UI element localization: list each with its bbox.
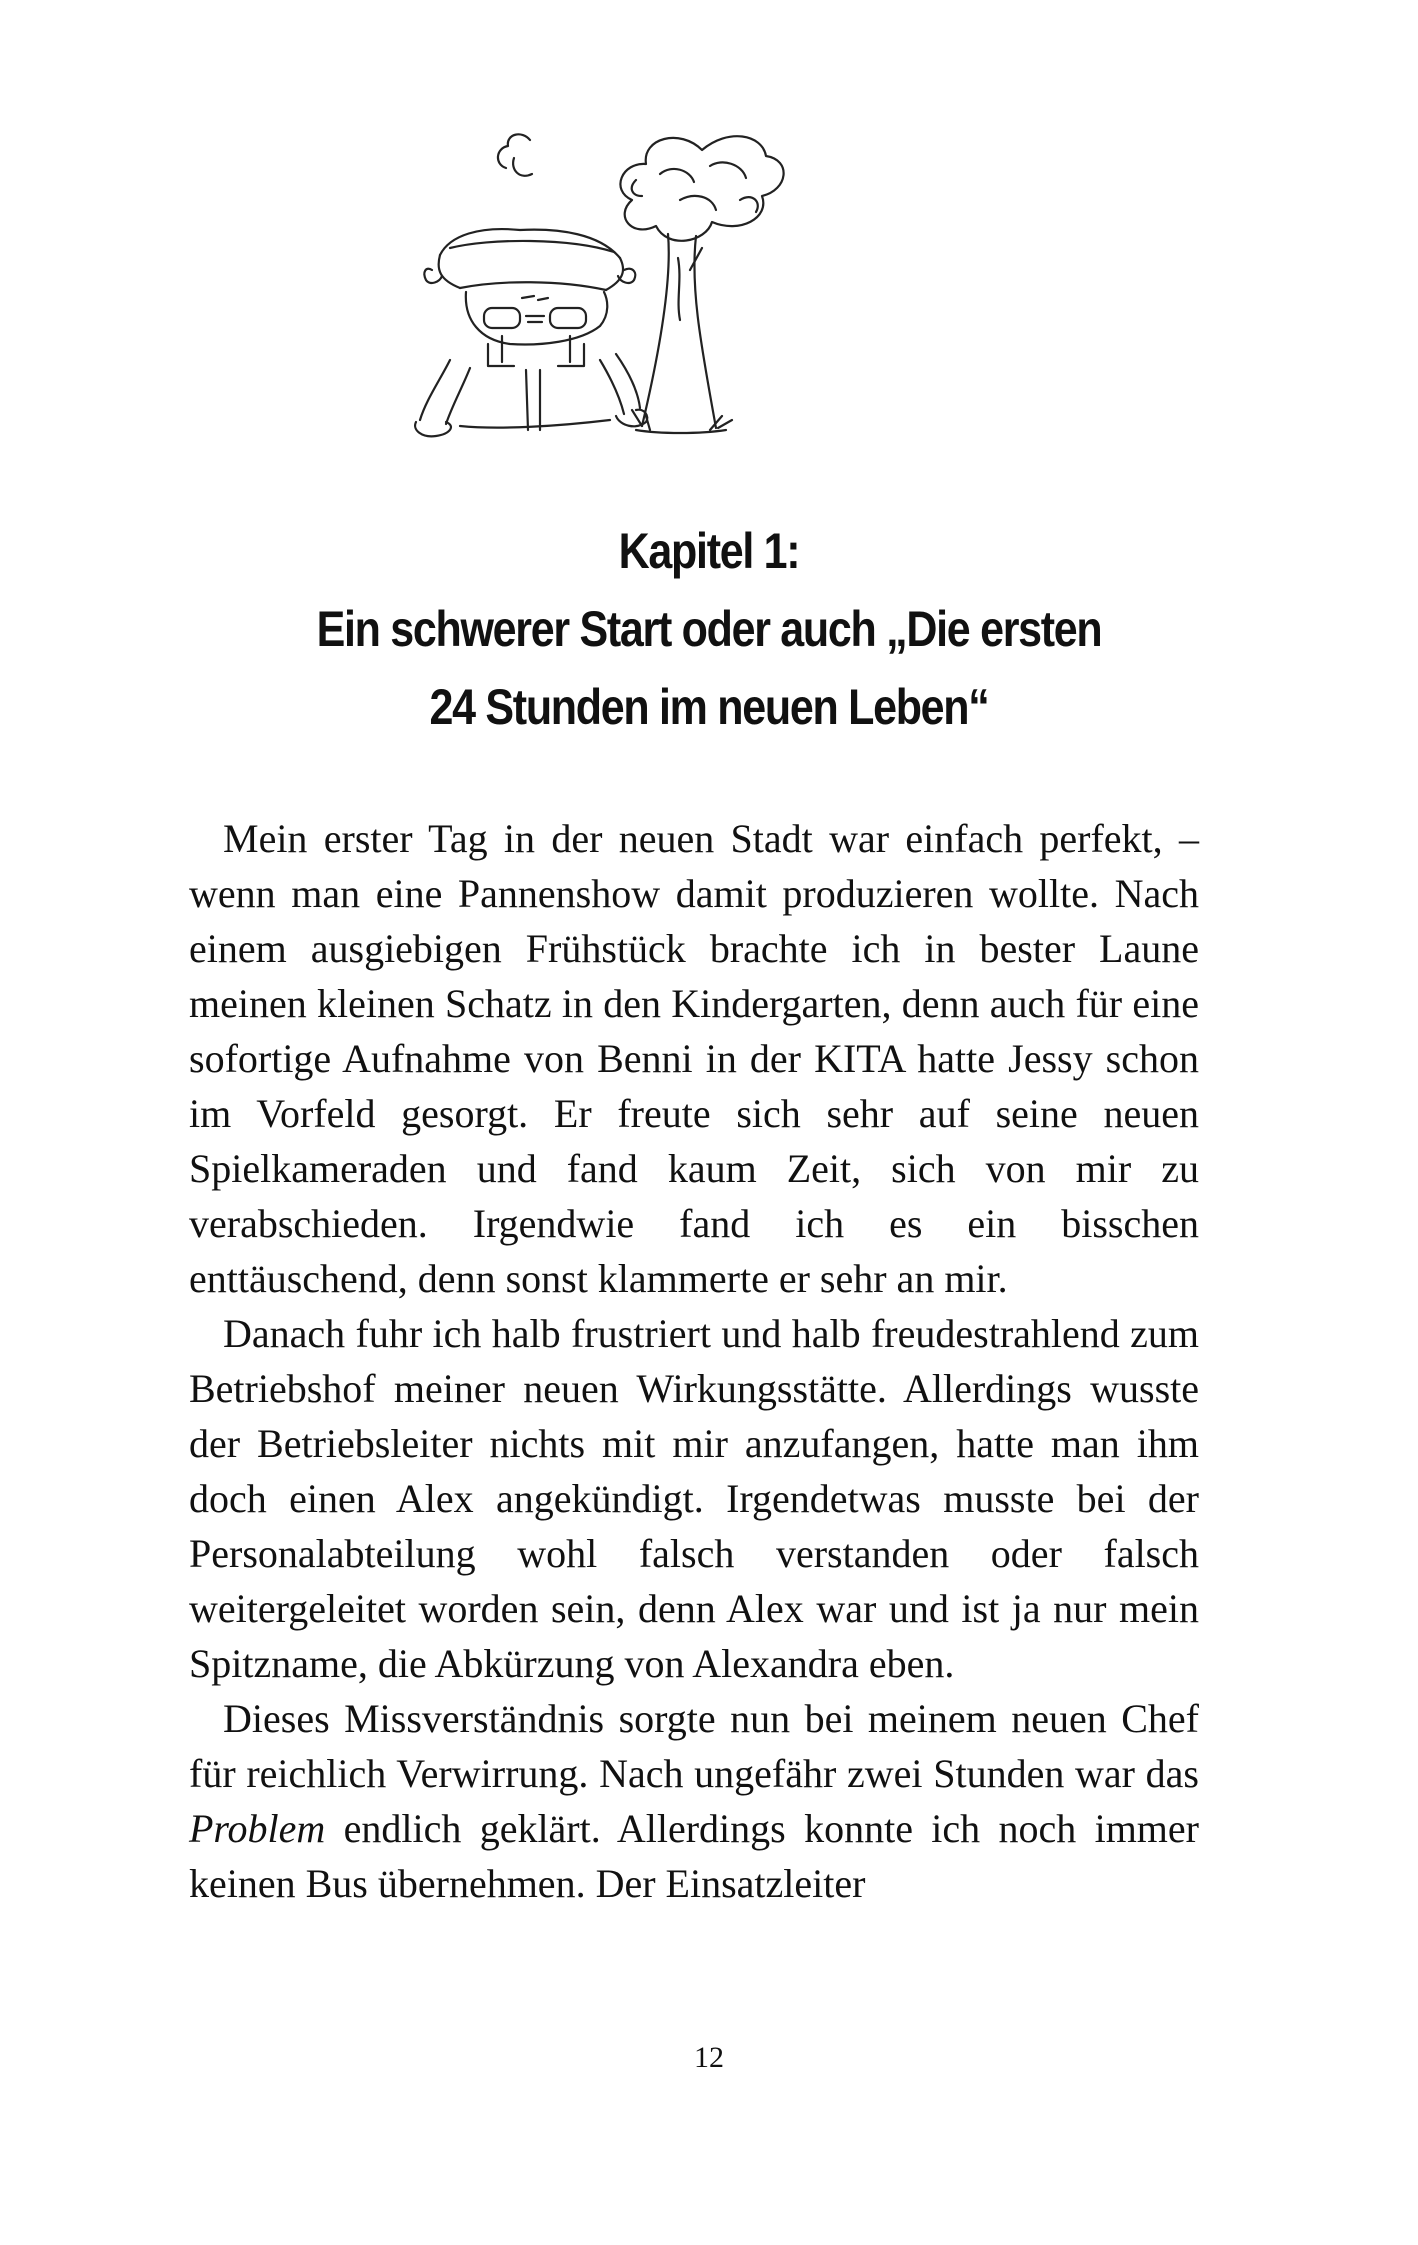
paragraph-text: Dieses Missverständnis sorgte nun bei meinem neuen Chef für reichlich Verwirrung. Nach ungefähr zwei Stunden war das (189, 1696, 1199, 1796)
car-crashed-into-tree-icon (410, 130, 970, 480)
emphasized-word: Problem (189, 1806, 326, 1851)
chapter-title-line-1: Kapitel 1: (618, 523, 800, 579)
chapter-title-line-2: Ein schwerer Start oder auch „Die ersten (316, 601, 1102, 657)
chapter-title (99, 512, 1318, 746)
chapter-illustration (410, 130, 970, 480)
paragraph: Danach fuhr ich halb frustriert und halb freudestrahlend zum Betriebshof meiner neuen Wirkungsstätte. Allerdings wusste der Betriebsleiter nichts mit mir anzufangen, hatte man ihm doch einen Alex angekündigt. Irgendetwas musste bei der Personalabteilung wohl falsch verstanden oder falsch weitergeleitet worden sein, denn Alex war und ist ja nur mein Spitzname, die Abkürzung von Alexandra eben. (189, 1311, 1199, 1686)
chapter-title-line-3: 24 Stunden im neuen Leben“ (429, 679, 989, 735)
paragraph-text: endlich geklärt. Allerdings konnte ich noch immer keinen Bus übernehmen. Der Einsatzleiter (189, 1806, 1199, 1906)
page-number: 12 (694, 2041, 724, 2074)
paragraph: Mein erster Tag in der neuen Stadt war einfach perfekt, – wenn man eine Pannenshow damit produzieren wollte. Nach einem ausgiebigen Frühstück brachte ich in bester Laune meinen kleinen Schatz in den Kindergarten, denn auch für eine sofortige Aufnahme von Benni in der KITA hatte Jessy schon im Vorfeld gesorgt. Er freute sich sehr auf seine neuen Spielkameraden und fand kaum Zeit, sich von mir zu verabschieden. Irgendwie fand ich es ein bisschen enttäuschend, denn sonst klammerte er sehr an mir. (189, 816, 1199, 1301)
chapter-body (189, 811, 1199, 1911)
paragraph (189, 1691, 1199, 1911)
